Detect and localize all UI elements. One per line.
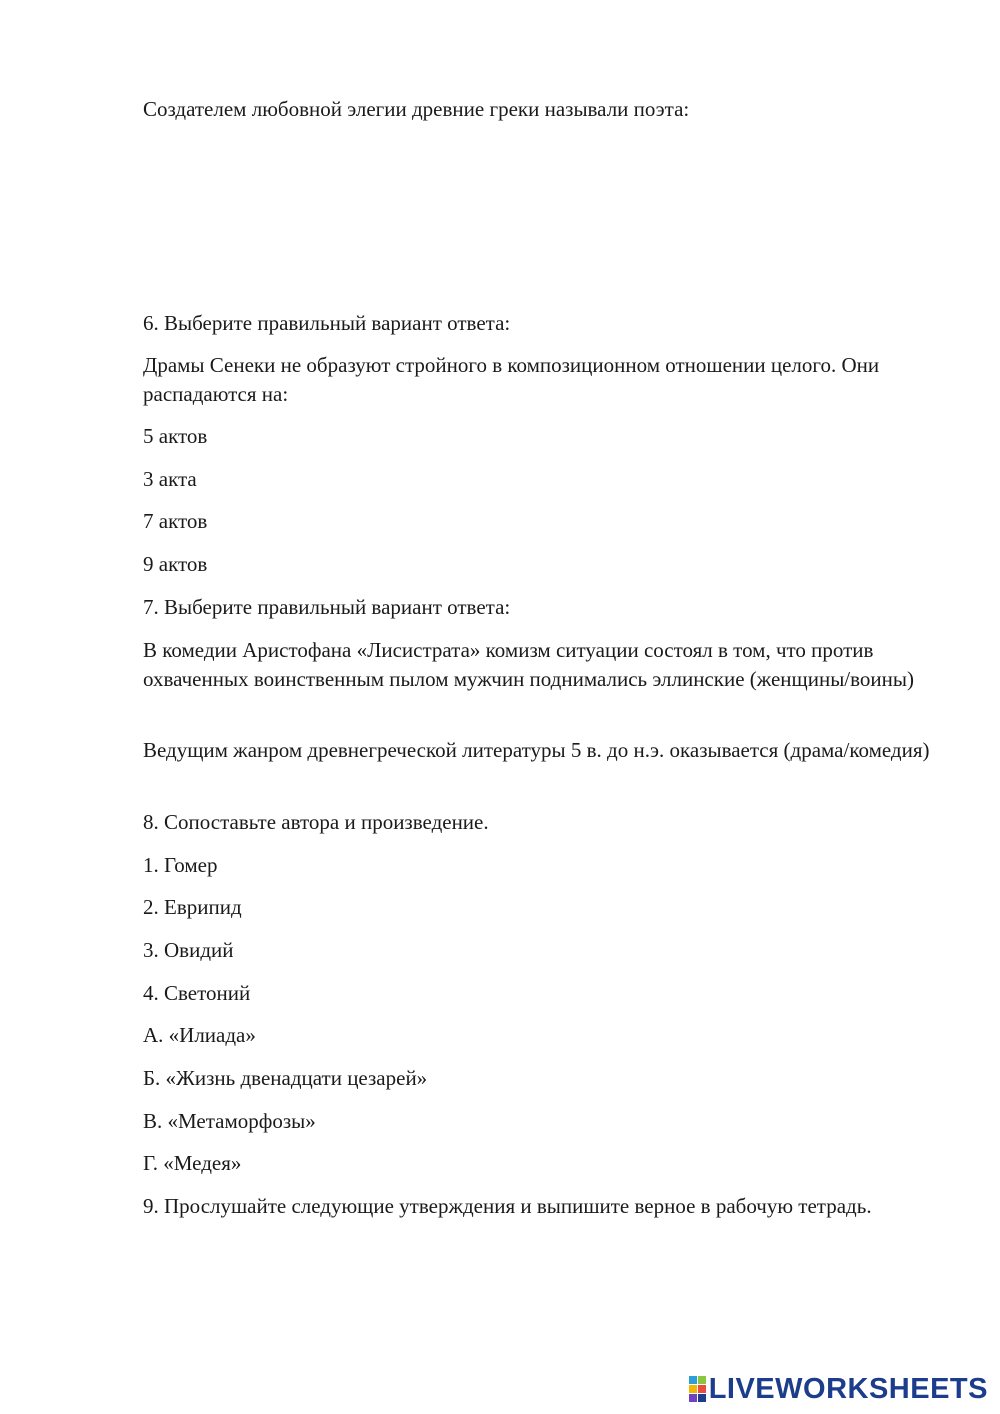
- question-5-prompt: Создателем любовной элегии древние греки называли поэта:: [143, 97, 690, 121]
- author-1: 1. Гомер: [143, 853, 218, 877]
- question-8-heading: 8. Сопоставьте автора и произведение.: [143, 810, 489, 834]
- question-9-heading: 9. Прослушайте следующие утверждения и выпишите верное в рабочую тетрадь.: [143, 1194, 872, 1218]
- question-6-option-2: 3 акта: [143, 467, 197, 491]
- question-6-text: Драмы Сенеки не образуют стройного в композиционном отношении целого. Они распадаются на:: [143, 353, 880, 406]
- question-6-option-3: 7 актов: [143, 509, 208, 533]
- work-c: В. «Метаморфозы»: [143, 1109, 316, 1133]
- work-a: А. «Илиада»: [143, 1023, 256, 1047]
- author-2: 2. Еврипид: [143, 895, 242, 919]
- question-6-heading: 6. Выберите правильный вариант ответа:: [143, 311, 511, 335]
- question-7-text-2: Ведущим жанром древнегреческой литературы 5 в. до н.э. оказывается (драма/комедия): [143, 738, 930, 762]
- question-7-text-1: В комедии Аристофана «Лисистрата» комизм ситуации состоял в том, что против охваченных воинственным пылом мужчин поднимались эллинские (женщины/воины): [143, 638, 914, 691]
- question-6-option-4: 9 актов: [143, 552, 208, 576]
- question-6-option-1: 5 актов: [143, 424, 208, 448]
- liveworksheets-logo-text: LIVEWORKSHEETS: [708, 1373, 988, 1405]
- author-3: 3. Овидий: [143, 938, 234, 962]
- liveworksheets-logo-icon: [689, 1376, 706, 1402]
- work-d: Г. «Медея»: [143, 1151, 242, 1175]
- author-4: 4. Светоний: [143, 981, 251, 1005]
- liveworksheets-logo: [689, 1374, 988, 1404]
- question-7-heading: 7. Выберите правильный вариант ответа:: [143, 595, 511, 619]
- work-b: Б. «Жизнь двенадцати цезарей»: [143, 1066, 428, 1090]
